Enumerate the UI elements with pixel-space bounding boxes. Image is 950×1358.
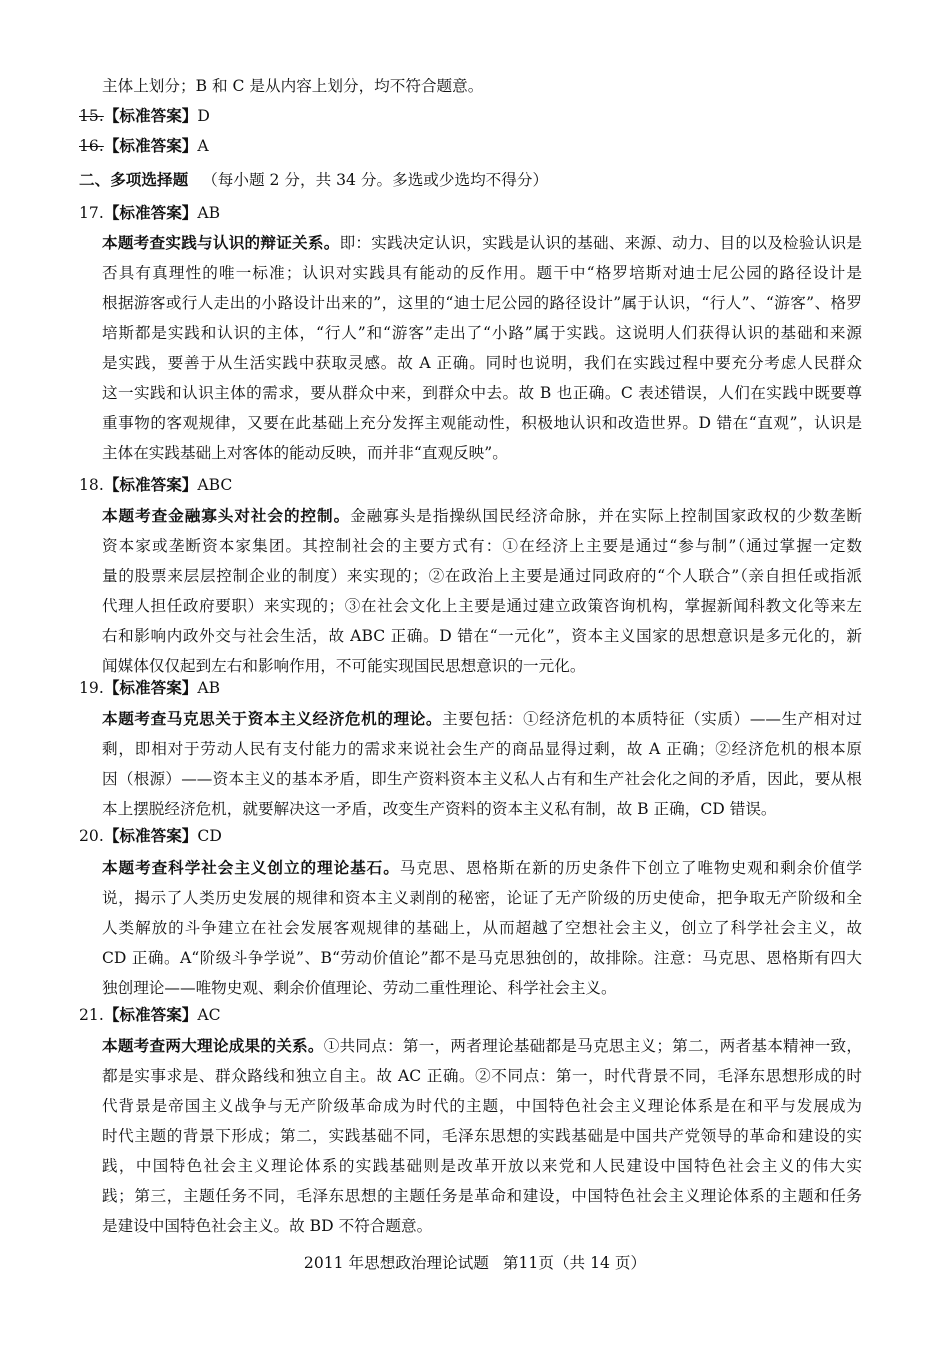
answer-label: 【标准答案】 <box>103 678 198 697</box>
answer-label: 【标准答案】 <box>103 106 198 125</box>
intro-line: 主体上划分；B 和 C 是从内容上划分，均不符合题意。 <box>102 77 484 95</box>
explanation-line: 代背景是帝国主义战争与无产阶级革命成为时代的主题，中国特色社会主义理论体系是在和平与发展成为 <box>102 1097 862 1115</box>
explanation-line: 本题考查两大理论成果的关系。①共同点：第一，两者理论基础都是马克思主义；第二，两者基本精神一致， <box>102 1036 862 1055</box>
answer-value: ABC <box>197 476 233 494</box>
question-number: 19. <box>79 679 104 697</box>
answer-19 <box>79 678 950 698</box>
answer-15 <box>79 106 950 126</box>
answer-label: 【标准答案】 <box>103 1005 198 1024</box>
explanation-line: 闻媒体仅仅起到左右和影响作用，不可能实现国民思想意识的一元化。 <box>102 657 586 675</box>
answer-17 <box>79 203 950 223</box>
explanation-line: 主体在实践基础上对客体的能动反映，而并非“直观反映”。 <box>102 444 508 462</box>
answer-value: CD <box>197 827 222 845</box>
explanation-line: 剩，即相对于劳动人民有支付能力的需求来说社会生产的商品显得过剩，故 A 正确；②经济危机的根本原 <box>102 740 862 758</box>
explanation-line: 代理人担任政府要职）来实现的；③在社会文化上主要是通过建立政策咨询机构，掌握新闻科教文化等来左 <box>102 597 862 615</box>
explanation-line: 践；第三，主题任务不同，毛泽东思想的主题任务是革命和建设，中国特色社会主义理论体系的主题和任务 <box>102 1187 862 1205</box>
explanation-lead: 本题考查实践与认识的辩证关系。 <box>102 233 340 252</box>
answer-value: AC <box>197 1006 221 1024</box>
explanation-line: 否具有真理性的唯一标准；认识对实践具有能动的反作用。题干中“格罗培斯对迪士尼公园的路径设计是 <box>102 264 862 282</box>
explanation-line: 本上摆脱经济危机，就要解决这一矛盾，改变生产资料的资本主义私有制，故 B 正确，CD 错误。 <box>102 800 777 818</box>
explanation-line: 本题考查科学社会主义创立的理论基石。马克思、恩格斯在新的历史条件下创立了唯物史观和剩余价值学 <box>102 858 862 877</box>
answer-value: AB <box>197 679 221 697</box>
answer-value: D <box>197 107 210 125</box>
explanation-line: 是建设中国特色社会主义。故 BD 不符合题意。 <box>102 1217 433 1235</box>
answer-20 <box>79 826 950 846</box>
explanation-line: 独创理论——唯物史观、剩余价值理论、劳动二重性理论、科学社会主义。 <box>102 979 617 997</box>
explanation-line: 说，揭示了人类历史发展的规律和资本主义剥削的秘密，论证了无产阶级的历史使命，把争取无产阶级和全 <box>102 889 862 907</box>
explanation-line: CD 正确。A“阶级斗争学说”、B“劳动价值论”都不是马克思独创的，故排除。注意：马克思、恩格斯有四大 <box>102 949 862 967</box>
answer-18 <box>79 475 950 495</box>
explanation-line: 右和影响内政外交与社会生活，故 ABC 正确。D 错在“一元化”，资本主义国家的思想意识是多元化的，新 <box>102 627 862 645</box>
explanation-line: 时代主题的背景下形成；第二，实践基础不同，毛泽东思想的实践基础是中国共产党领导的革命和建设的实 <box>102 1127 862 1145</box>
question-number: 18. <box>79 476 104 494</box>
answer-value: AB <box>197 204 221 222</box>
explanation-line: 践，中国特色社会主义理论体系的实践基础则是改革开放以来党和人民建设中国特色社会主义的伟大实 <box>102 1157 862 1175</box>
answer-label: 【标准答案】 <box>103 203 198 222</box>
section-heading <box>79 170 950 190</box>
answer-16 <box>79 136 950 156</box>
answer-label: 【标准答案】 <box>103 475 198 494</box>
answer-label: 【标准答案】 <box>103 826 198 845</box>
explanation-lead: 本题考查马克思关于资本主义经济危机的理论。 <box>102 709 443 728</box>
explanation-line: 培斯都是实践和认识的主体，“行人”和“游客”走出了“小路”属于实践。这说明人们获得认识的基础和来源 <box>102 324 862 342</box>
footer-page-number: 第11页（共 14 页） <box>502 1254 647 1272</box>
question-number: 15. <box>79 107 104 125</box>
explanation-line: 都是实事求是、群众路线和独立自主。故 AC 正确。②不同点：第一，时代背景不同，毛泽东思想形成的时 <box>102 1067 862 1085</box>
explanation-lead: 本题考查两大理论成果的关系。 <box>102 1036 324 1055</box>
explanation-lead: 本题考查科学社会主义创立的理论基石。 <box>102 858 400 877</box>
explanation-line: 是实践，要善于从生活实践中获取灵感。故 A 正确。同时也说明，我们在实践过程中要充分考虑人民群众 <box>102 354 862 372</box>
explanation-line: 重事物的客观规律，又要在此基础上充分发挥主观能动性，积极地认识和改造世界。D 错在“直观”，认识是 <box>102 414 862 432</box>
question-number: 20. <box>79 827 104 845</box>
explanation-line: 资本家或垄断资本家集团。其控制社会的主要方式有：①在经济上主要是通过“参与制”（通过掌握一定数 <box>102 537 862 555</box>
explanation-line: 本题考查金融寡头对社会的控制。金融寡头是指操纵国民经济命脉，并在实际上控制国家政权的少数垄断 <box>102 506 862 525</box>
answer-21 <box>79 1005 950 1025</box>
answer-label: 【标准答案】 <box>103 136 198 155</box>
explanation-line: 因（根源）——资本主义的基本矛盾，即生产资料资本主义私人占有和生产社会化之间的矛盾，因此，要从根 <box>102 770 862 788</box>
explanation-lead: 本题考查金融寡头对社会的控制。 <box>102 506 351 525</box>
question-number: 16. <box>79 137 104 155</box>
explanation-line: 人类解放的斗争建立在社会发展客观规律的基础上，从而超越了空想社会主义，创立了科学社会主义，故 <box>102 919 862 937</box>
explanation-line: 量的股票来层层控制企业的制度）来实现的；②在政治上主要是通过同政府的“个人联合”（亲自担任或指派 <box>102 567 862 585</box>
section-title: 二、多项选择题 <box>79 170 189 189</box>
section-note: （每小题 2 分，共 34 分。多选或少选均不得分） <box>202 171 549 189</box>
page-footer <box>0 1253 950 1273</box>
explanation-line: 根据游客或行人走出的小路设计出来的”，这里的“迪士尼公园的路径设计”属于认识，“行人”、“游客”、格罗 <box>102 294 862 312</box>
question-number: 21. <box>79 1006 104 1024</box>
explanation-line: 本题考查实践与认识的辩证关系。即：实践决定认识，实践是认识的基础、来源、动力、目的以及检验认识是 <box>102 233 862 252</box>
explanation-line: 这一实践和认识主体的需求，要从群众中来，到群众中去。故 B 也正确。C 表述错误，人们在实践中既要尊 <box>102 384 862 402</box>
explanation-line: 本题考查马克思关于资本主义经济危机的理论。主要包括：①经济危机的本质特征（实质）——生产相对过 <box>102 709 862 728</box>
question-number: 17. <box>79 204 104 222</box>
answer-value: A <box>197 137 209 155</box>
footer-exam-title: 2011 年思想政治理论试题 <box>303 1254 489 1272</box>
